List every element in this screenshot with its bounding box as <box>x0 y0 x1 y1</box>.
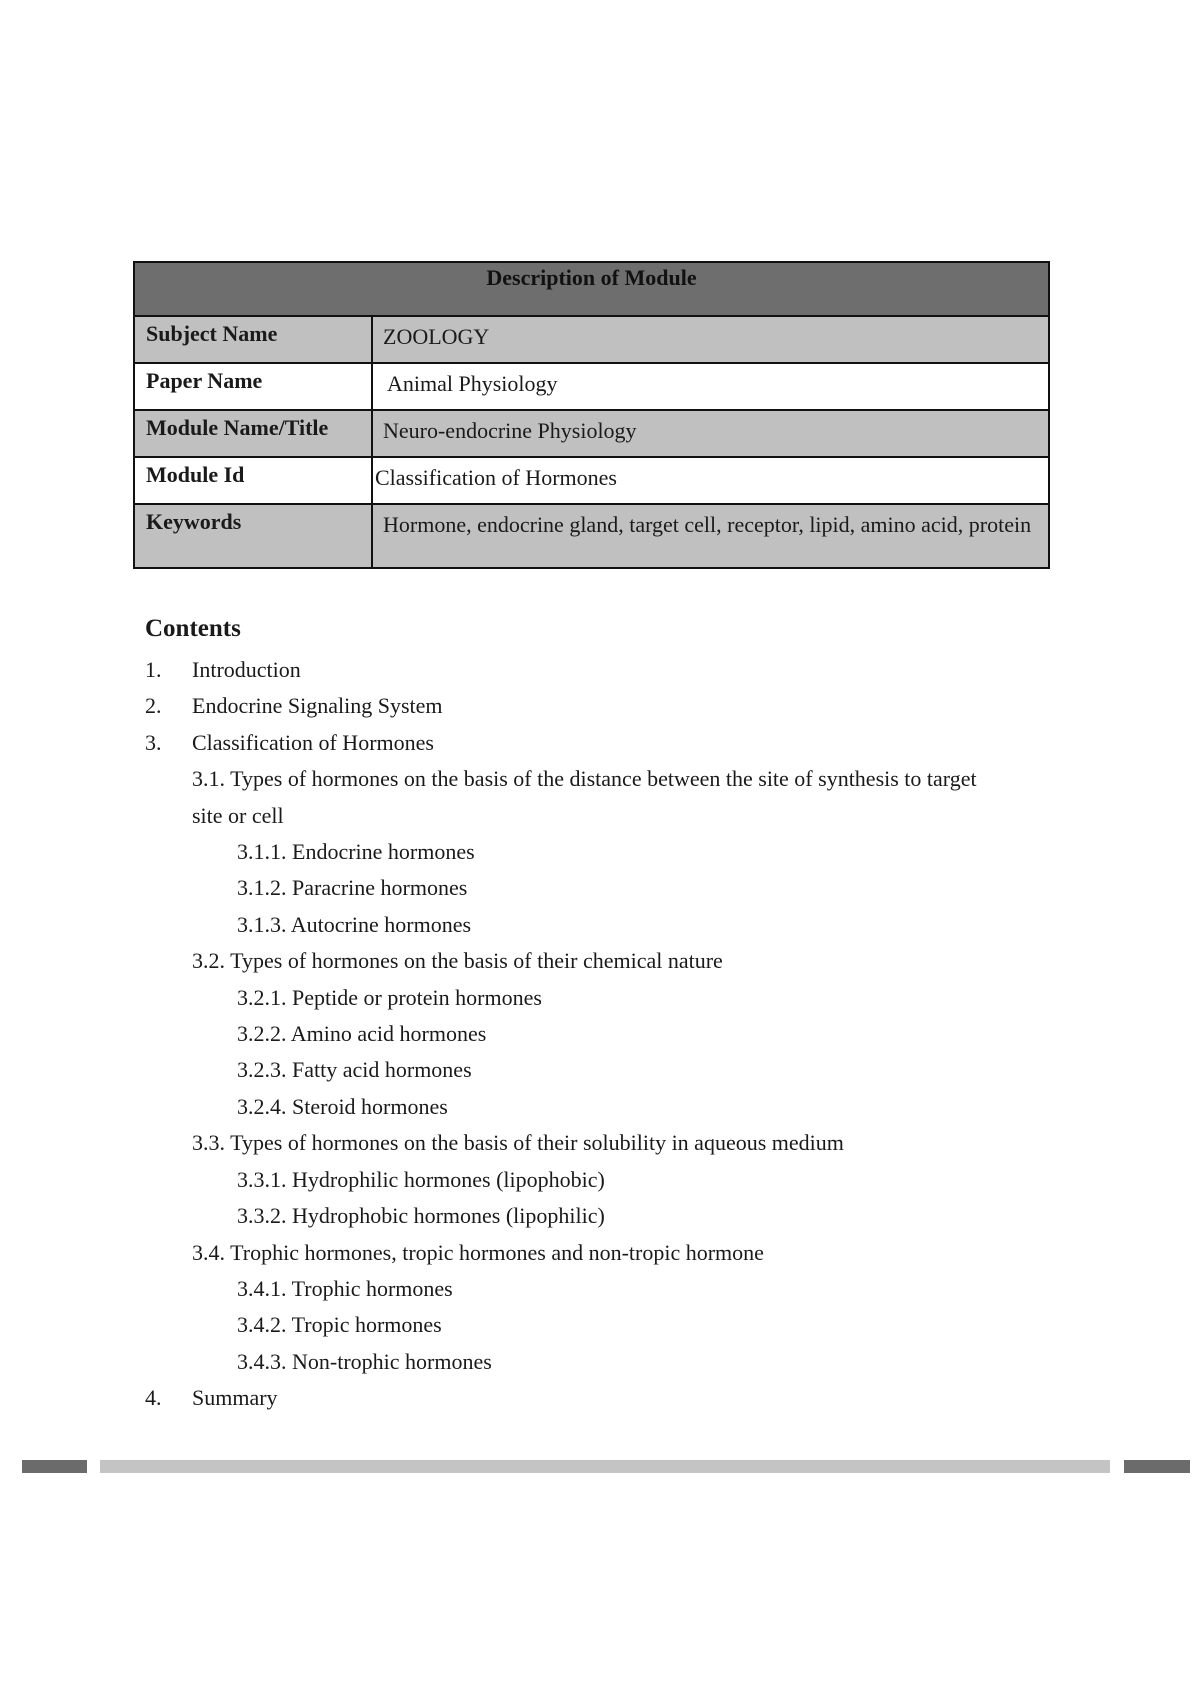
module-name-label: Module Name/Title <box>134 410 372 457</box>
module-id-label: Module Id <box>134 457 372 504</box>
toc-subsubitem: 3.2.2. Amino acid hormones <box>237 1021 487 1047</box>
table-row-module-id <box>134 457 1049 504</box>
toc-item-2 <box>145 688 1045 724</box>
toc-number: 2. <box>145 693 162 719</box>
paper-name-value: Animal Physiology <box>372 363 1049 410</box>
table-row-keywords <box>134 504 1049 568</box>
contents-heading: Contents <box>145 615 241 642</box>
toc-subsubitem: 3.3.2. Hydrophobic hormones (lipophilic) <box>237 1203 605 1229</box>
module-id-value: Classification of Hormones <box>372 457 1049 504</box>
module-name-value: Neuro-endocrine Physiology <box>372 410 1049 457</box>
subject-name-value: ZOOLOGY <box>372 316 1049 363</box>
toc-text: Summary <box>192 1385 278 1411</box>
toc-number: 3. <box>145 729 162 755</box>
keywords-value: Hormone, endocrine gland, target cell, receptor, lipid, amino acid, protein <box>372 504 1049 568</box>
table-header: Description of Module <box>134 262 1049 316</box>
toc-subitem-3-2: 3.2. Types of hormones on the basis of their chemical nature <box>192 948 723 974</box>
table-header-row <box>134 262 1049 316</box>
table-row-subject <box>134 316 1049 363</box>
toc-text: Endocrine Signaling System <box>192 693 443 719</box>
footer-bar-right <box>1124 1460 1190 1473</box>
table-of-contents <box>145 612 1045 1417</box>
table-row-paper <box>134 363 1049 410</box>
toc-text: Introduction <box>192 657 301 682</box>
toc-subsubitem: 3.3.1. Hydrophilic hormones (lipophobic) <box>237 1166 605 1192</box>
toc-subsubitem: 3.4.1. Trophic hormones <box>237 1275 453 1301</box>
toc-subsubitem: 3.2.4. Steroid hormones <box>237 1093 448 1119</box>
toc-subsubitem: 3.2.3. Fatty acid hormones <box>237 1057 472 1083</box>
toc-subsubitem: 3.4.2. Tropic hormones <box>237 1312 442 1338</box>
toc-item-4 <box>145 1380 1045 1416</box>
toc-text: Classification of Hormones <box>192 729 434 755</box>
toc-subitem-3-3: 3.3. Types of hormones on the basis of their solubility in aqueous medium <box>192 1130 844 1156</box>
keywords-label: Keywords <box>134 504 372 568</box>
toc-item-1 <box>145 652 1045 688</box>
paper-name-label: Paper Name <box>134 363 372 410</box>
footer-bar-middle <box>100 1460 1110 1473</box>
footer-bar-left <box>22 1460 87 1473</box>
toc-subsubitem: 3.4.3. Non-trophic hormones <box>237 1348 492 1374</box>
toc-subitem-3-1: 3.1. Types of hormones on the basis of the distance between the site of synthesis to target site or cell <box>192 766 977 828</box>
toc-item-3 <box>145 725 1045 761</box>
toc-subsubitem: 3.1.3. Autocrine hormones <box>237 911 472 937</box>
toc-subitem-3-4: 3.4. Trophic hormones, tropic hormones and non-tropic hormone <box>192 1239 764 1265</box>
toc-number: 1. <box>145 657 162 682</box>
toc-number: 4. <box>145 1385 162 1411</box>
toc-subsubitem: 3.2.1. Peptide or protein hormones <box>237 984 542 1010</box>
module-description-table <box>133 261 1050 569</box>
table-row-module-name <box>134 410 1049 457</box>
subject-name-label: Subject Name <box>134 316 372 363</box>
toc-subsubitem: 3.1.2. Paracrine hormones <box>237 875 468 901</box>
toc-subsubitem: 3.1.1. Endocrine hormones <box>237 839 475 865</box>
